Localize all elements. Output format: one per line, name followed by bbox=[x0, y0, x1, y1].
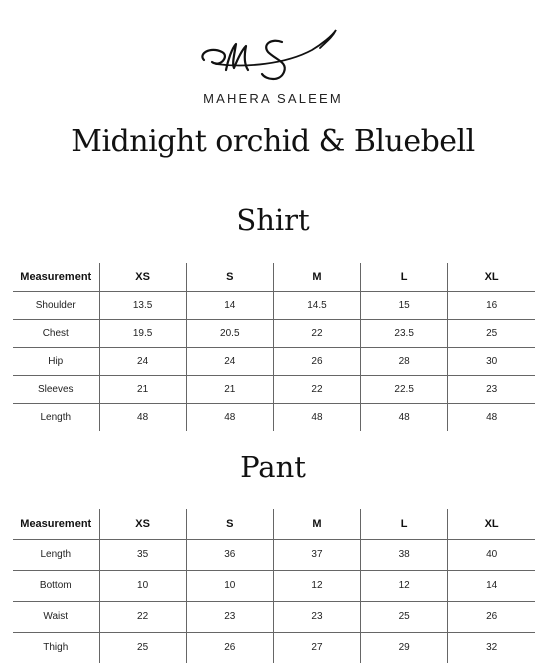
table-row bbox=[13, 347, 535, 375]
size-value: 14 bbox=[186, 291, 273, 319]
table-row bbox=[13, 403, 535, 431]
brand-logo bbox=[196, 24, 346, 88]
table-row bbox=[13, 601, 535, 632]
size-value: 26 bbox=[448, 601, 535, 632]
size-value: 30 bbox=[448, 347, 535, 375]
size-value: 12 bbox=[361, 570, 448, 601]
size-value: 21 bbox=[186, 375, 273, 403]
size-value: 48 bbox=[186, 403, 273, 431]
size-value: 48 bbox=[273, 403, 360, 431]
pant-size-table bbox=[13, 509, 535, 663]
size-header: XS bbox=[99, 263, 186, 291]
table-row bbox=[13, 375, 535, 403]
table-row bbox=[13, 319, 535, 347]
size-value: 37 bbox=[273, 539, 360, 570]
size-value: 26 bbox=[273, 347, 360, 375]
size-value: 24 bbox=[99, 347, 186, 375]
size-value: 22 bbox=[99, 601, 186, 632]
size-value: 19.5 bbox=[99, 319, 186, 347]
size-header: S bbox=[186, 263, 273, 291]
table-row bbox=[13, 632, 535, 663]
size-header: M bbox=[273, 509, 360, 539]
size-value: 12 bbox=[273, 570, 360, 601]
size-value: 23 bbox=[186, 601, 273, 632]
measurement-label: Shoulder bbox=[13, 291, 99, 319]
size-value: 27 bbox=[273, 632, 360, 663]
table-header-row bbox=[13, 263, 535, 291]
size-value: 40 bbox=[448, 539, 535, 570]
size-value: 16 bbox=[448, 291, 535, 319]
size-header: L bbox=[361, 509, 448, 539]
table-row bbox=[13, 539, 535, 570]
measurement-label: Length bbox=[13, 539, 99, 570]
size-header: S bbox=[186, 509, 273, 539]
size-value: 32 bbox=[448, 632, 535, 663]
size-value: 26 bbox=[186, 632, 273, 663]
size-value: 20.5 bbox=[186, 319, 273, 347]
size-value: 48 bbox=[361, 403, 448, 431]
shirt-size-table bbox=[13, 263, 535, 431]
size-value: 35 bbox=[99, 539, 186, 570]
size-value: 23.5 bbox=[361, 319, 448, 347]
measurement-label: Sleeves bbox=[13, 375, 99, 403]
size-header: XL bbox=[448, 509, 535, 539]
size-value: 22 bbox=[273, 375, 360, 403]
page-title: Midnight orchid & Bluebell bbox=[71, 124, 475, 159]
size-value: 21 bbox=[99, 375, 186, 403]
size-header: M bbox=[273, 263, 360, 291]
size-value: 48 bbox=[99, 403, 186, 431]
shirt-section-title: Shirt bbox=[236, 203, 310, 237]
size-value: 10 bbox=[186, 570, 273, 601]
ms-monogram-icon bbox=[196, 24, 346, 88]
size-value: 22 bbox=[273, 319, 360, 347]
measurement-header: Measurement bbox=[13, 509, 99, 539]
size-value: 10 bbox=[99, 570, 186, 601]
brand-name: MAHERA SALEEM bbox=[203, 91, 343, 106]
size-value: 15 bbox=[361, 291, 448, 319]
size-value: 23 bbox=[273, 601, 360, 632]
size-value: 28 bbox=[361, 347, 448, 375]
size-value: 25 bbox=[99, 632, 186, 663]
size-value: 14 bbox=[448, 570, 535, 601]
measurement-header: Measurement bbox=[13, 263, 99, 291]
size-value: 36 bbox=[186, 539, 273, 570]
size-value: 24 bbox=[186, 347, 273, 375]
table-header-row bbox=[13, 509, 535, 539]
size-value: 14.5 bbox=[273, 291, 360, 319]
size-value: 13.5 bbox=[99, 291, 186, 319]
measurement-label: Bottom bbox=[13, 570, 99, 601]
measurement-label: Length bbox=[13, 403, 99, 431]
size-header: XS bbox=[99, 509, 186, 539]
size-value: 48 bbox=[448, 403, 535, 431]
pant-section-title: Pant bbox=[240, 450, 306, 484]
table-row bbox=[13, 291, 535, 319]
size-value: 25 bbox=[361, 601, 448, 632]
size-value: 38 bbox=[361, 539, 448, 570]
measurement-label: Chest bbox=[13, 319, 99, 347]
size-value: 25 bbox=[448, 319, 535, 347]
measurement-label: Hip bbox=[13, 347, 99, 375]
size-value: 29 bbox=[361, 632, 448, 663]
size-header: L bbox=[361, 263, 448, 291]
size-header: XL bbox=[448, 263, 535, 291]
size-value: 23 bbox=[448, 375, 535, 403]
measurement-label: Waist bbox=[13, 601, 99, 632]
table-row bbox=[13, 570, 535, 601]
size-value: 22.5 bbox=[361, 375, 448, 403]
measurement-label: Thigh bbox=[13, 632, 99, 663]
